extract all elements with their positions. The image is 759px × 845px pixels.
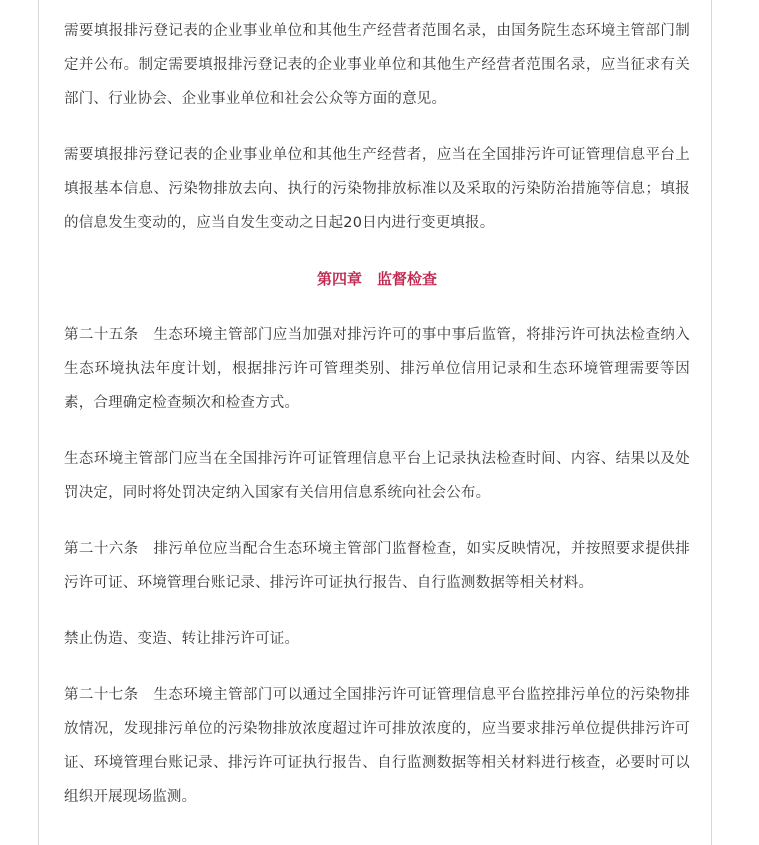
article-paragraph: 第二十七条 生态环境主管部门可以通过全国排污许可证管理信息平台监控排污单位的污染物排放情况，发现排污单位的污染物排放浓度超过许可排放浓度的，应当要求排污单位提供排污许可证、环境管理台账记录、排污许可证执行报告、自行监测数据等相关材料进行核查，必要时可以组织开展现场监测。: [64, 687, 690, 805]
article-content: [64, 14, 690, 836]
article-paragraph: 需要填报排污登记表的企业事业单位和其他生产经营者，应当在全国排污许可证管理信息平台上填报基本信息、污染物排放去向、执行的污染物排放标准以及采取的污染防治措施等信息；填报的信息发生变动的，应当自发生变动之日起20日内进行变更填报。: [64, 147, 690, 231]
article-paragraph: 禁止伪造、变造、转让排污许可证。: [64, 631, 300, 647]
article-page: [38, 0, 712, 845]
chapter-title: 第四章 监督检查: [316, 270, 437, 288]
article-paragraph: 需要填报排污登记表的企业事业单位和其他生产经营者范围名录，由国务院生态环境主管部门制定并公布。制定需要填报排污登记表的企业事业单位和其他生产经营者范围名录，应当征求有关部门、行业协会、企业事业单位和社会公众等方面的意见。: [64, 23, 690, 107]
article-paragraph: 第二十六条 排污单位应当配合生态环境主管部门监督检查，如实反映情况，并按照要求提供排污许可证、环境管理台账记录、排污许可证执行报告、自行监测数据等相关材料。: [64, 541, 690, 591]
article-paragraph: 第二十五条 生态环境主管部门应当加强对排污许可的事中事后监管，将排污许可执法检查纳入生态环境执法年度计划，根据排污许可管理类别、排污单位信用记录和生态环境管理需要等因素，合理确定检查频次和检查方式。: [64, 327, 690, 411]
article-paragraph: 生态环境主管部门应当在全国排污许可证管理信息平台上记录执法检查时间、内容、结果以及处罚决定，同时将处罚决定纳入国家有关信用信息系统向社会公布。: [64, 451, 690, 501]
